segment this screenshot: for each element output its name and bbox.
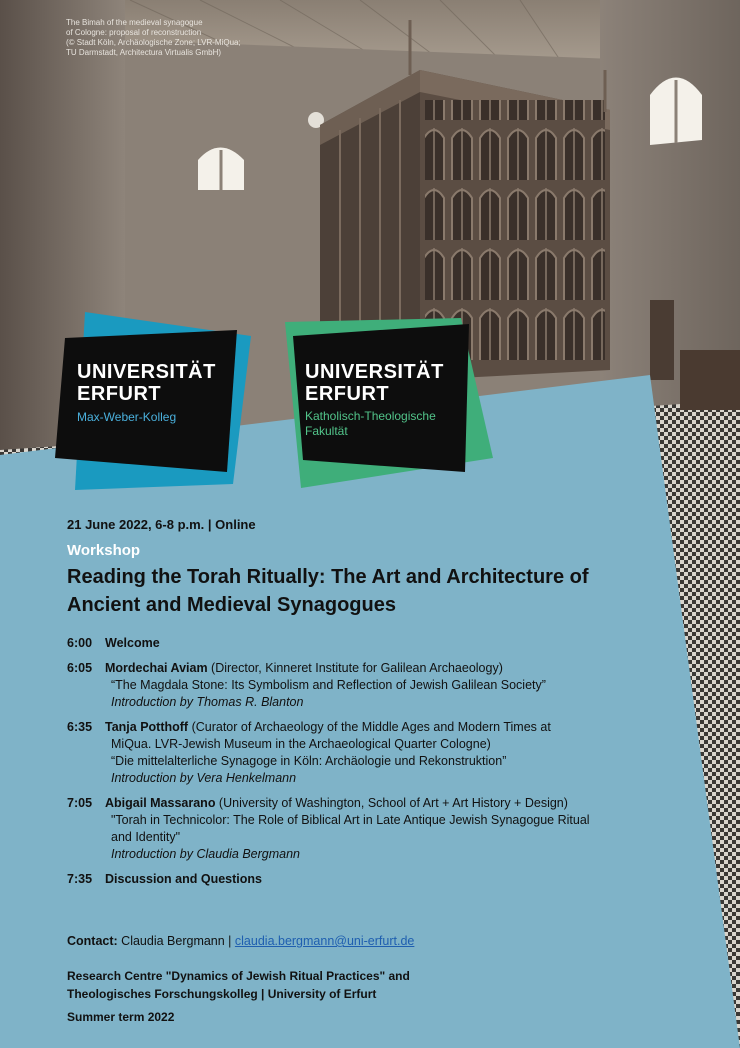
speaker-name: Tanja Potthoff (105, 720, 189, 734)
speaker-affiliation: MiQua. LVR-Jewish Museum in the Archaeological Quarter Cologne) (111, 737, 491, 751)
contact-name: Claudia Bergmann | (117, 934, 235, 948)
talk-title: "Torah in Technicolor: The Role of Biblical Art in Late Antique Jewish Synagogue Ritual (111, 813, 590, 827)
logo-name-line2: ERFURT (77, 383, 162, 405)
caption-line: The Bimah of the medieval synagogue (66, 18, 203, 27)
research-centre (67, 967, 410, 1003)
talk-introduction: Introduction by Claudia Bergmann (111, 847, 301, 861)
speaker-name: Abigail Massarano (105, 796, 216, 810)
program-item (67, 871, 707, 888)
logo-faculty: Katholisch-Theologische (305, 409, 436, 423)
program-time: 7:05 (67, 796, 93, 810)
program-title: Discussion and Questions (105, 872, 262, 886)
talk-title: and Identity" (111, 830, 181, 844)
title-line: Reading the Torah Ritually: The Art and Architecture of (67, 566, 589, 588)
program-title: Welcome (105, 636, 160, 650)
uni-erfurt-theology-logo (285, 318, 495, 493)
contact-line (67, 933, 414, 950)
program-item (67, 719, 707, 787)
event-date: 21 June 2022, 6-8 p.m. | Online (67, 517, 256, 532)
talk-introduction: Introduction by Thomas R. Blanton (111, 695, 304, 709)
logo-name-line2: ERFURT (305, 383, 390, 405)
logo-name-line1: UNIVERSITÄT (77, 361, 216, 383)
research-line: Theologisches Forschungskolleg | University of Erfurt (67, 987, 377, 1001)
program-time: 6:00 (67, 636, 93, 650)
program-item (67, 660, 707, 711)
title-line: Ancient and Medieval Synagogues (67, 594, 396, 616)
speaker-name: Mordechai Aviam (105, 661, 208, 675)
uni-erfurt-max-weber-logo (55, 308, 255, 498)
program-time: 6:35 (67, 720, 93, 734)
talk-introduction: Introduction by Vera Henkelmann (111, 771, 297, 785)
logo-faculty: Fakultät (305, 424, 348, 438)
speaker-affiliation: (University of Washington, School of Art + Art History + Design) (215, 796, 568, 810)
program-item (67, 795, 707, 863)
caption-line: of Cologne: proposal of reconstruction (66, 28, 202, 37)
research-line: Research Centre "Dynamics of Jewish Ritual Practices" and (67, 969, 410, 983)
logo-name-line1: UNIVERSITÄT (305, 361, 444, 383)
program-list (67, 635, 707, 888)
talk-title: “The Magdala Stone: Its Symbolism and Reflection of Jewish Galilean Society” (111, 678, 546, 692)
caption-line: (© Stadt Köln, Archäologische Zone; LVR-MiQua; (66, 38, 241, 47)
event-content (67, 516, 707, 896)
speaker-affiliation: (Curator of Archaeology of the Middle Ages and Modern Times at (188, 720, 551, 734)
event-title (67, 563, 667, 619)
contact-label: Contact: (67, 934, 118, 948)
logo-faculty: Max-Weber-Kolleg (77, 410, 177, 424)
speaker-affiliation: (Director, Kinneret Institute for Galilean Archaeology) (207, 661, 503, 675)
program-time: 6:05 (67, 661, 93, 675)
semester-term: Summer term 2022 (67, 1010, 175, 1024)
event-type: Workshop (67, 542, 141, 559)
program-item (67, 635, 707, 652)
caption-line: TU Darmstadt, Architectura Virtualis GmbH) (66, 48, 222, 57)
talk-title: “Die mittelalterliche Synagoge in Köln: Archäologie und Rekonstruktion” (111, 754, 507, 768)
photo-caption (66, 18, 296, 58)
contact-email-link[interactable]: claudia.bergmann@uni-erfurt.de (234, 934, 415, 948)
logo-shape-icon (285, 318, 495, 493)
program-time: 7:35 (67, 872, 93, 886)
